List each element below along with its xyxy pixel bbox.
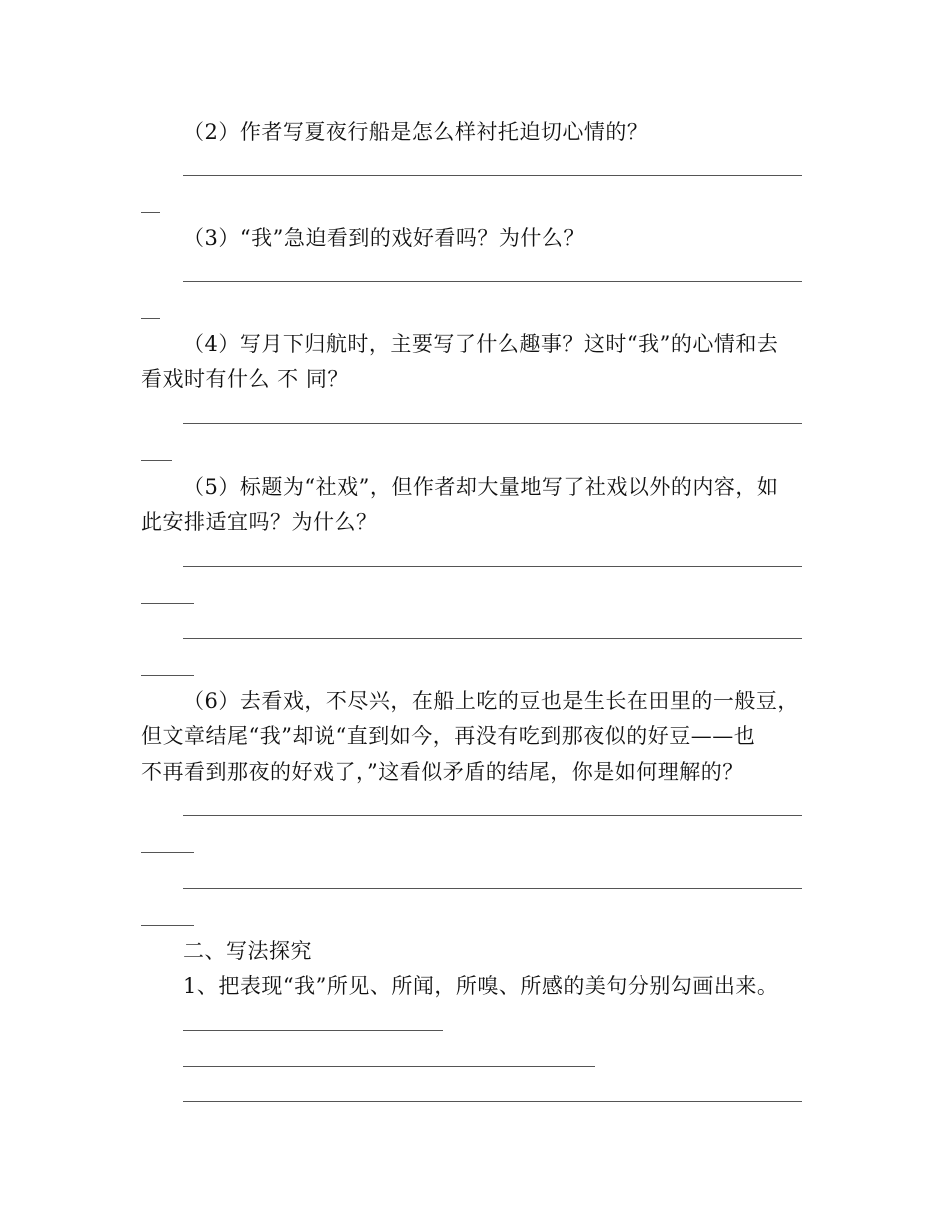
- answer-line-tail: [141, 318, 160, 319]
- answer-line-tail: [141, 852, 194, 853]
- answer-line: [183, 281, 802, 282]
- question-5-line-1: （5）标题为“社戏”，但作者却大量地写了社戏以外的内容，如: [183, 475, 779, 499]
- answer-line: [183, 638, 802, 639]
- answer-line-tail: [141, 460, 172, 461]
- answer-line: [183, 815, 802, 816]
- question-4-line-1: （4）写月下归航时，主要写了什么趣事？这时“我”的心情和去: [183, 332, 779, 356]
- answer-line-tail: [141, 212, 160, 213]
- answer-line: [183, 1066, 595, 1067]
- question-5-line-2: 此安排适宜吗？为什么？: [141, 510, 378, 534]
- question-6-line-2: 但文章结尾“我”却说“直到如今，再没有吃到那夜似的好豆——也: [141, 724, 756, 748]
- answer-line: [183, 423, 802, 424]
- question-3: （3）“我”急迫看到的戏好看吗？为什么？: [183, 226, 585, 250]
- question-2: （2）作者写夏夜行船是怎么样衬托迫切心情的？: [183, 120, 649, 144]
- section-2-item-1: 1、把表现“我”所见、所闻，所嗅、所感的美句分别勾画出来。: [183, 974, 779, 998]
- answer-line-tail: [141, 675, 194, 676]
- section-2-heading: 二、写法探究: [183, 939, 312, 963]
- answer-line-tail: [141, 925, 194, 926]
- answer-line: [183, 175, 802, 176]
- question-4-line-2: 看戏时有什么 不 同？: [141, 367, 349, 391]
- answer-line: [183, 1030, 443, 1031]
- question-6-line-1: （6）去看戏，不尽兴，在船上吃的豆也是生长在田里的一般豆，: [183, 689, 799, 713]
- question-6-line-3: 不再看到那夜的好戏了，”这看似矛盾的结尾，你是如何理解的？: [141, 760, 744, 784]
- answer-line: [183, 888, 802, 889]
- answer-line: [183, 1101, 802, 1102]
- answer-line-tail: [141, 603, 194, 604]
- answer-line: [183, 566, 802, 567]
